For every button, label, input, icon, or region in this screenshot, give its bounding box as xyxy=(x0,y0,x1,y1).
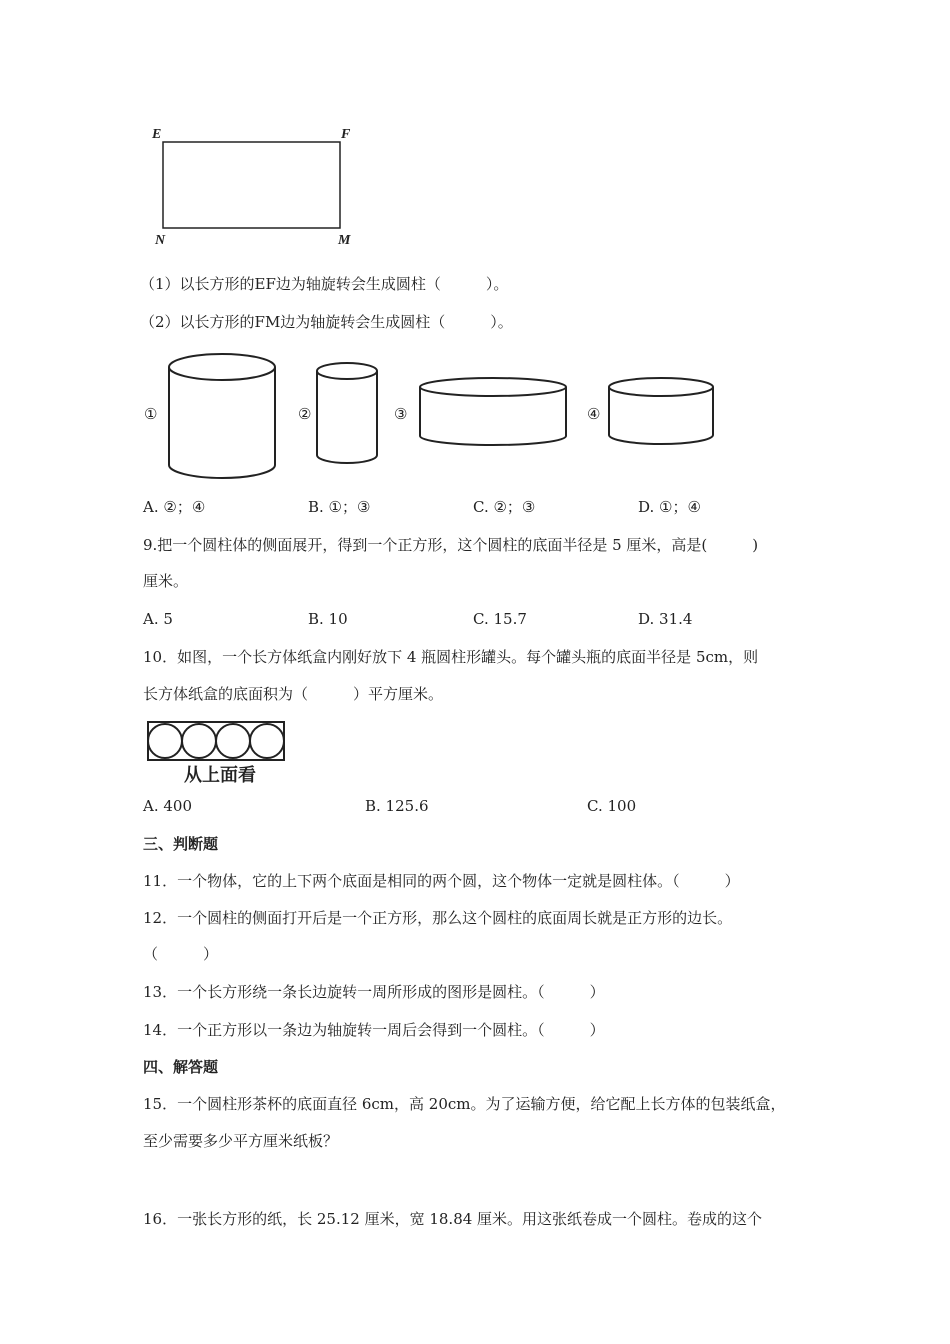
q15-line2: 至少需要多少平方厘米纸板？ xyxy=(143,1132,339,1150)
section3-title: 三、判断题 xyxy=(143,835,219,853)
q9-option-d: D. 31.4 xyxy=(638,610,693,628)
cylinder-3 xyxy=(418,375,578,450)
cylinder-1 xyxy=(165,350,285,485)
label-f: F xyxy=(341,127,351,142)
q10-option-b: B. 125.6 xyxy=(365,797,429,815)
q8-sub1: （1）以长方形的EF边为轴旋转会生成圆柱（ ）。 xyxy=(140,275,509,293)
q10-option-c: C. 100 xyxy=(587,797,637,815)
cylinder-marker-2: ② xyxy=(298,405,312,423)
q8-option-c: C. ②；③ xyxy=(473,498,536,516)
figure-caption: 从上面看 xyxy=(184,765,256,786)
q8-option-b: B. ①；③ xyxy=(308,498,371,516)
section4-title: 四、解答题 xyxy=(143,1058,219,1076)
q9-option-c: C. 15.7 xyxy=(473,610,527,628)
q10-line1: 10．如图，一个长方体纸盒内刚好放下 4 瓶圆柱形罐头。每个罐头瓶的底面半径是 5cm，则 xyxy=(143,648,759,666)
rectangle-outline xyxy=(163,142,340,228)
cylinder-marker-1: ① xyxy=(144,405,158,423)
q9-option-b: B. 10 xyxy=(308,610,348,628)
q8-option-d: D. ①；④ xyxy=(638,498,701,516)
q8-option-a: A. ②；④ xyxy=(143,498,206,516)
q12-line1: 12．一个圆柱的侧面打开后是一个正方形，那么这个圆柱的底面周长就是正方形的边长。 xyxy=(143,909,733,927)
q9-option-a: A. 5 xyxy=(143,610,173,628)
cans-in-box-figure xyxy=(146,719,291,764)
label-m: M xyxy=(338,233,351,248)
cylinder-2 xyxy=(315,360,385,470)
q9-line1: 9.把一个圆柱体的侧面展开，得到一个正方形，这个圆柱的底面半径是 5 厘米，高是( ) xyxy=(143,536,759,554)
q9-line2: 厘米。 xyxy=(143,572,189,590)
q12-line2: （ ） xyxy=(143,945,219,963)
rectangle-efmn-figure xyxy=(150,125,370,255)
label-n: N xyxy=(155,233,166,248)
q11-text: 11．一个物体，它的上下两个底面是相同的两个圆，这个物体一定就是圆柱体。（ ） xyxy=(143,872,740,890)
q16-line1: 16．一张长方形的纸，长 25.12 厘米，宽 18.84 厘米。用这张纸卷成一个圆柱。卷成的这个 xyxy=(143,1210,763,1228)
q10-option-a: A. 400 xyxy=(143,797,192,815)
label-e: E xyxy=(152,127,162,142)
q15-line1: 15．一个圆柱形茶杯的底面直径 6cm，高 20cm。为了运输方便，给它配上长方体的包装纸盒， xyxy=(143,1095,786,1113)
cylinder-4 xyxy=(607,375,722,450)
cylinder-marker-3: ③ xyxy=(394,405,408,423)
q13-text: 13．一个长方形绕一条长边旋转一周所形成的图形是圆柱。（ ） xyxy=(143,983,605,1001)
q10-line2: 长方体纸盒的底面积为（ ）平方厘米。 xyxy=(143,685,444,703)
q14-text: 14．一个正方形以一条边为轴旋转一周后会得到一个圆柱。（ ） xyxy=(143,1021,605,1039)
q8-sub2: （2）以长方形的FM边为轴旋转会生成圆柱（ ）。 xyxy=(140,313,513,331)
cylinder-marker-4: ④ xyxy=(587,405,601,423)
